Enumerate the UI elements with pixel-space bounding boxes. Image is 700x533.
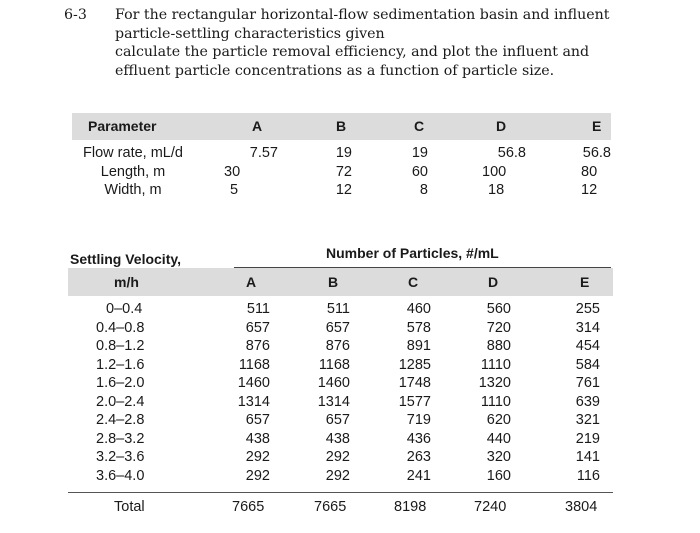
particle-distribution-table bbox=[68, 241, 613, 519]
row-label-flow: Flow rate, mL/d bbox=[83, 145, 183, 161]
cell: 141 bbox=[575, 449, 600, 465]
problem-line-4: effluent particle concentrations as a function of particle size. bbox=[115, 62, 555, 79]
header-e: E bbox=[580, 274, 590, 290]
cell: 440 bbox=[486, 430, 511, 447]
velocity-range: 2.8–3.2 bbox=[96, 430, 145, 447]
cell: 321 bbox=[575, 412, 600, 428]
cell: 8 bbox=[419, 182, 428, 198]
total-row bbox=[68, 493, 613, 519]
problem-line-3: calculate the particle removal efficiency, and plot the influent and bbox=[115, 44, 590, 60]
cell: 30 bbox=[224, 163, 241, 180]
cell: 292 bbox=[245, 467, 270, 484]
cell: 1577 bbox=[398, 393, 431, 410]
col-d bbox=[476, 144, 526, 200]
cell: 438 bbox=[245, 430, 270, 447]
particle-table-group-header bbox=[68, 241, 613, 268]
cell: 720 bbox=[486, 319, 511, 336]
cell: 1460 bbox=[317, 375, 350, 391]
total-e: 3804 bbox=[565, 499, 598, 515]
velocity-range: 2.4–2.8 bbox=[96, 412, 145, 428]
cell: 60 bbox=[411, 163, 428, 180]
cell: 1285 bbox=[398, 356, 431, 373]
total-b: 7665 bbox=[314, 499, 347, 515]
cell: 1168 bbox=[238, 356, 270, 373]
cell: 160 bbox=[486, 467, 511, 484]
cell: 56.8 bbox=[582, 145, 611, 161]
cell: 620 bbox=[486, 412, 511, 428]
cell: 18 bbox=[488, 182, 505, 198]
velocity-range: 1.2–1.6 bbox=[96, 356, 145, 373]
cell: 657 bbox=[325, 319, 350, 336]
col-a bbox=[232, 300, 270, 485]
velocity-range: 0.8–1.2 bbox=[96, 338, 145, 354]
cell: 219 bbox=[575, 430, 600, 447]
cell: 438 bbox=[325, 430, 350, 447]
basin-table-body bbox=[72, 140, 611, 210]
header-parameter: Parameter bbox=[88, 118, 157, 134]
col-a bbox=[222, 144, 278, 200]
cell: 292 bbox=[245, 449, 270, 465]
cell: 100 bbox=[482, 163, 507, 180]
cell: 1110 bbox=[480, 393, 511, 410]
cell: 880 bbox=[486, 338, 511, 354]
cell: 1460 bbox=[237, 375, 270, 391]
col-d bbox=[473, 300, 511, 485]
cell: 1314 bbox=[317, 393, 350, 410]
cell: 454 bbox=[575, 338, 600, 354]
cell: 511 bbox=[246, 301, 270, 317]
cell: 19 bbox=[411, 145, 428, 161]
cell: 1168 bbox=[318, 356, 350, 373]
col-c bbox=[393, 300, 431, 485]
cell: 1748 bbox=[398, 375, 431, 391]
velocity-range: 1.6–2.0 bbox=[96, 375, 145, 391]
cell: 511 bbox=[326, 301, 350, 317]
problem-line-1: For the rectangular horizontal-flow sedimentation basin and influent bbox=[115, 7, 610, 23]
cell: 12 bbox=[581, 182, 598, 198]
cell: 12 bbox=[335, 182, 352, 198]
cell: 891 bbox=[406, 338, 431, 354]
cell: 1110 bbox=[480, 356, 511, 373]
header-a: A bbox=[246, 274, 257, 290]
particle-table-body bbox=[68, 296, 613, 492]
cell: 657 bbox=[245, 412, 270, 428]
cell: 255 bbox=[575, 301, 600, 317]
cell: 560 bbox=[486, 301, 511, 317]
cell: 314 bbox=[575, 319, 600, 336]
header-b: B bbox=[336, 118, 347, 134]
cell: 56.8 bbox=[497, 145, 526, 161]
cell: 460 bbox=[406, 301, 431, 317]
cell: 436 bbox=[406, 430, 431, 447]
cell: 80 bbox=[581, 163, 598, 180]
cell: 320 bbox=[486, 449, 511, 465]
row-labels bbox=[72, 144, 194, 200]
header-d: D bbox=[488, 274, 499, 290]
cell: 876 bbox=[245, 338, 270, 354]
cell: 578 bbox=[406, 319, 431, 336]
header-d: D bbox=[496, 118, 507, 134]
cell: 1320 bbox=[478, 375, 511, 391]
header-e: E bbox=[592, 118, 602, 134]
velocity-range: 0.4–0.8 bbox=[96, 319, 145, 336]
velocity-range-column bbox=[96, 300, 166, 485]
cell: 584 bbox=[575, 356, 600, 373]
problem-number: 6-3 bbox=[64, 7, 87, 23]
cell: 292 bbox=[325, 467, 350, 484]
basin-table-header bbox=[72, 113, 611, 140]
total-a: 7665 bbox=[232, 499, 265, 515]
problem-text bbox=[115, 6, 635, 80]
velocity-range: 2.0–2.4 bbox=[96, 393, 145, 410]
total-d: 7240 bbox=[474, 499, 507, 515]
cell: 5 bbox=[230, 182, 239, 198]
number-of-particles-header: Number of Particles, #/mL bbox=[326, 245, 499, 261]
header-a: A bbox=[252, 118, 263, 134]
cell: 7.57 bbox=[249, 145, 278, 161]
col-c bbox=[402, 144, 428, 200]
col-b bbox=[322, 144, 352, 200]
velocity-range: 3.2–3.6 bbox=[96, 449, 145, 465]
cell: 657 bbox=[245, 319, 270, 336]
row-label-length: Length, m bbox=[100, 163, 166, 180]
cell: 761 bbox=[575, 375, 600, 391]
col-e bbox=[577, 144, 611, 200]
cell: 876 bbox=[325, 338, 350, 354]
total-label: Total bbox=[114, 499, 145, 515]
row-label-width: Width, m bbox=[104, 182, 162, 198]
header-c: C bbox=[408, 274, 419, 290]
cell: 19 bbox=[335, 145, 352, 161]
basin-parameters-table bbox=[72, 113, 611, 210]
cell: 116 bbox=[576, 467, 600, 484]
header-unit: m/h bbox=[114, 274, 139, 290]
cell: 657 bbox=[325, 412, 350, 428]
cell: 72 bbox=[335, 163, 352, 180]
total-c: 8198 bbox=[394, 499, 427, 515]
col-e bbox=[568, 300, 600, 485]
cell: 719 bbox=[406, 412, 431, 428]
col-b bbox=[312, 300, 350, 485]
particle-table-header bbox=[68, 268, 613, 296]
cell: 1314 bbox=[237, 393, 270, 410]
velocity-range: 3.6–4.0 bbox=[96, 467, 145, 484]
header-b: B bbox=[328, 274, 339, 290]
problem-line-2: particle-settling characteristics given bbox=[115, 25, 385, 42]
cell: 292 bbox=[325, 449, 350, 465]
cell: 263 bbox=[406, 449, 431, 465]
header-c: C bbox=[414, 118, 425, 134]
velocity-range: 0–0.4 bbox=[106, 301, 143, 317]
settling-velocity-header: Settling Velocity, bbox=[70, 251, 181, 267]
cell: 241 bbox=[406, 467, 431, 484]
cell: 639 bbox=[575, 393, 600, 410]
